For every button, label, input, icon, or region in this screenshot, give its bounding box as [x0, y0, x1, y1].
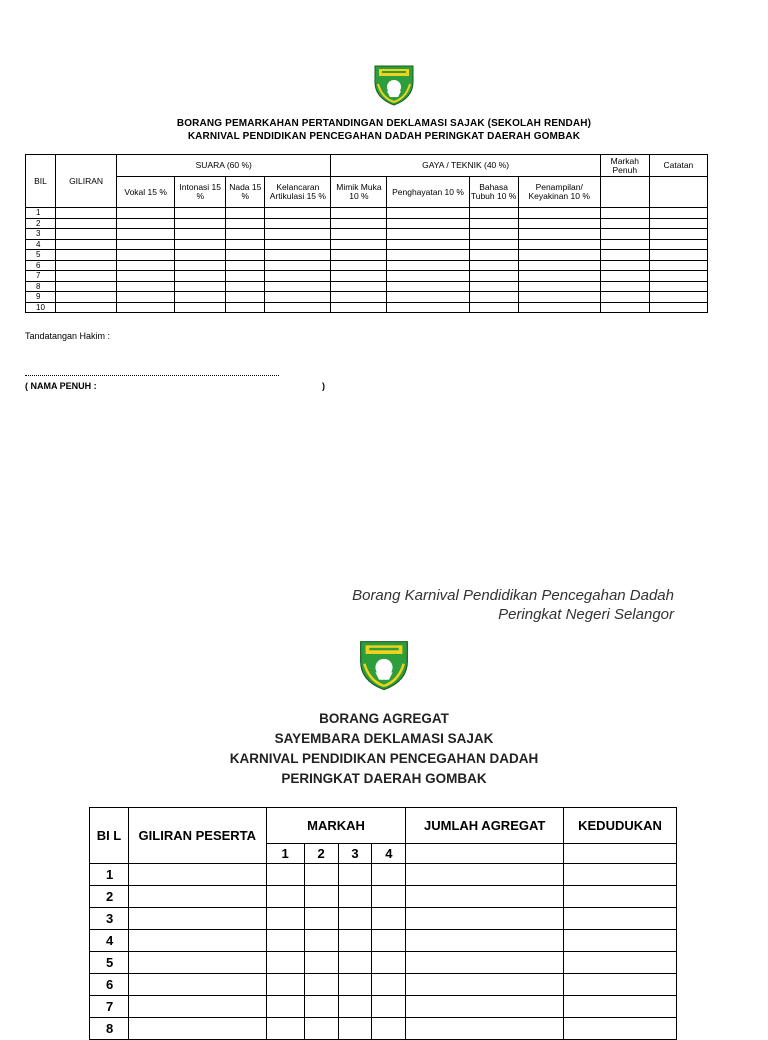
aggregate-cell[interactable]	[266, 974, 304, 996]
row-number: 4	[90, 930, 129, 952]
header-suara: SUARA (60 %)	[117, 155, 331, 177]
score-cell[interactable]	[175, 260, 226, 271]
row-number: 7	[26, 271, 56, 282]
table-row	[90, 974, 677, 996]
score-cell[interactable]	[600, 260, 649, 271]
aggregate-cell[interactable]	[266, 1018, 304, 1040]
score-cell[interactable]	[649, 208, 707, 219]
aggregate-cell[interactable]	[338, 1018, 372, 1040]
score-cell[interactable]	[469, 260, 518, 271]
aggregate-cell[interactable]	[564, 996, 677, 1018]
agg-header-jumlah: JUMLAH AGREGAT	[406, 808, 564, 844]
aggregate-cell[interactable]	[266, 996, 304, 1018]
table-row	[26, 218, 708, 229]
aggregate-cell[interactable]	[128, 864, 266, 886]
score-cell[interactable]	[56, 239, 117, 250]
score-cell[interactable]	[226, 281, 265, 292]
form2-title-line2: SAYEMBARA DEKLAMASI SAJAK	[274, 731, 494, 746]
score-cell[interactable]	[117, 292, 175, 303]
aggregate-cell[interactable]	[266, 908, 304, 930]
aggregate-cell[interactable]	[372, 908, 406, 930]
aggregate-cell[interactable]	[564, 974, 677, 996]
table-row	[90, 908, 677, 930]
agg-header-kedudukan: KEDUDUKAN	[564, 808, 677, 844]
score-cell[interactable]	[649, 239, 707, 250]
score-cell[interactable]	[331, 271, 387, 282]
header-gaya: GAYA / TEKNIK (40 %)	[331, 155, 600, 177]
aggregate-cell[interactable]	[406, 886, 564, 908]
aggregate-cell[interactable]	[564, 864, 677, 886]
score-cell[interactable]	[175, 208, 226, 219]
score-cell[interactable]	[175, 218, 226, 229]
agg-jumlah-blank	[406, 844, 564, 864]
form2-title-line4: PERINGKAT DAERAH GOMBAK	[281, 771, 487, 786]
score-cell[interactable]	[56, 271, 117, 282]
aggregate-cell[interactable]	[564, 886, 677, 908]
score-cell[interactable]	[117, 250, 175, 261]
aggregate-cell[interactable]	[304, 886, 338, 908]
score-cell[interactable]	[226, 292, 265, 303]
table-row	[90, 864, 677, 886]
score-cell[interactable]	[600, 229, 649, 240]
aggregate-cell[interactable]	[304, 1018, 338, 1040]
score-cell[interactable]	[600, 302, 649, 313]
score-cell[interactable]	[518, 281, 600, 292]
score-cell[interactable]	[265, 218, 331, 229]
header-markah-blank	[600, 177, 649, 208]
score-cell[interactable]	[175, 229, 226, 240]
aggregate-cell[interactable]	[372, 952, 406, 974]
score-cell[interactable]	[600, 239, 649, 250]
score-cell[interactable]	[265, 208, 331, 219]
row-number: 1	[90, 864, 129, 886]
aggregate-cell[interactable]	[128, 886, 266, 908]
score-cell[interactable]	[600, 292, 649, 303]
score-cell[interactable]	[175, 292, 226, 303]
aggregate-cell[interactable]	[128, 952, 266, 974]
score-cell[interactable]	[387, 302, 469, 313]
aggregate-cell[interactable]	[128, 908, 266, 930]
aggregate-cell[interactable]	[564, 908, 677, 930]
aggregate-cell[interactable]	[372, 996, 406, 1018]
score-cell[interactable]	[518, 208, 600, 219]
aggregate-cell[interactable]	[338, 952, 372, 974]
row-number: 8	[26, 281, 56, 292]
row-number: 2	[90, 886, 129, 908]
agg-kedudukan-blank	[564, 844, 677, 864]
agg-header-bil: BI L	[90, 808, 129, 864]
form2-title	[0, 709, 768, 789]
score-cell[interactable]	[265, 250, 331, 261]
aggregate-cell[interactable]	[338, 974, 372, 996]
score-cell[interactable]	[226, 302, 265, 313]
aggregate-cell[interactable]	[266, 930, 304, 952]
table-row	[26, 271, 708, 282]
score-cell[interactable]	[600, 281, 649, 292]
score-cell[interactable]	[226, 271, 265, 282]
score-cell[interactable]	[175, 239, 226, 250]
score-cell[interactable]	[175, 281, 226, 292]
agg-markah-col-4: 4	[372, 844, 406, 864]
header-nada: Nada 15 %	[226, 177, 265, 208]
score-cell[interactable]	[518, 239, 600, 250]
score-cell[interactable]	[469, 292, 518, 303]
header-markah-penuh: Markah Penuh	[600, 155, 649, 177]
header-bil: BIL	[26, 155, 56, 208]
aggregate-cell[interactable]	[406, 952, 564, 974]
row-number: 5	[26, 250, 56, 261]
aggregate-cell[interactable]	[372, 864, 406, 886]
score-cell[interactable]	[518, 218, 600, 229]
table-row	[26, 208, 708, 219]
score-cell[interactable]	[117, 239, 175, 250]
score-cell[interactable]	[265, 229, 331, 240]
agg-header-giliran: GILIRAN PESERTA	[128, 808, 266, 864]
score-cell[interactable]	[649, 218, 707, 229]
score-cell[interactable]	[265, 292, 331, 303]
score-cell[interactable]	[175, 250, 226, 261]
score-cell[interactable]	[265, 271, 331, 282]
score-cell[interactable]	[56, 229, 117, 240]
score-cell[interactable]	[265, 239, 331, 250]
table-row	[26, 281, 708, 292]
form2-header-line1: Borang Karnival Pendidikan Pencegahan Dadah	[352, 587, 674, 604]
header-penghayatan: Penghayatan 10 %	[387, 177, 469, 208]
score-cell[interactable]	[117, 208, 175, 219]
scoring-table	[25, 154, 708, 313]
aggregate-cell[interactable]	[406, 864, 564, 886]
agg-markah-col-1: 1	[266, 844, 304, 864]
aggregate-cell[interactable]	[266, 952, 304, 974]
aggregate-cell[interactable]	[564, 930, 677, 952]
score-cell[interactable]	[387, 271, 469, 282]
aggregate-cell[interactable]	[406, 908, 564, 930]
score-cell[interactable]	[649, 281, 707, 292]
table-row	[26, 239, 708, 250]
row-number: 3	[90, 908, 129, 930]
aggregate-cell[interactable]	[304, 952, 338, 974]
score-cell[interactable]	[387, 250, 469, 261]
score-cell[interactable]	[331, 208, 387, 219]
signature-line	[25, 368, 279, 376]
score-cell[interactable]	[518, 250, 600, 261]
header-giliran: GILIRAN	[56, 155, 117, 208]
form1-title	[0, 117, 768, 143]
row-number: 3	[26, 229, 56, 240]
aggregate-cell[interactable]	[406, 996, 564, 1018]
score-cell[interactable]	[117, 218, 175, 229]
score-cell[interactable]	[387, 229, 469, 240]
score-cell[interactable]	[226, 229, 265, 240]
header-bahasa: Bahasa Tubuh 10 %	[469, 177, 518, 208]
score-cell[interactable]	[518, 260, 600, 271]
score-cell[interactable]	[469, 271, 518, 282]
score-cell[interactable]	[117, 281, 175, 292]
table-row	[26, 229, 708, 240]
score-cell[interactable]	[331, 239, 387, 250]
score-cell[interactable]	[226, 218, 265, 229]
table-row	[26, 250, 708, 261]
aggregate-cell[interactable]	[304, 864, 338, 886]
row-number: 7	[90, 996, 129, 1018]
score-cell[interactable]	[469, 218, 518, 229]
score-cell[interactable]	[56, 302, 117, 313]
score-cell[interactable]	[387, 218, 469, 229]
row-number: 6	[26, 260, 56, 271]
aggregate-cell[interactable]	[338, 886, 372, 908]
table-row	[90, 1018, 677, 1040]
header-kelancaran: Kelancaran Artikulasi 15 %	[265, 177, 331, 208]
table-row	[26, 260, 708, 271]
score-cell[interactable]	[265, 260, 331, 271]
score-cell[interactable]	[226, 208, 265, 219]
score-cell[interactable]	[56, 292, 117, 303]
score-cell[interactable]	[649, 250, 707, 261]
score-cell[interactable]	[331, 229, 387, 240]
score-cell[interactable]	[56, 218, 117, 229]
score-cell[interactable]	[56, 260, 117, 271]
form2-header-line2: Peringkat Negeri Selangor	[498, 606, 674, 623]
score-cell[interactable]	[469, 229, 518, 240]
aggregate-cell[interactable]	[372, 886, 406, 908]
score-cell[interactable]	[469, 250, 518, 261]
aggregate-cell[interactable]	[406, 930, 564, 952]
score-cell[interactable]	[649, 302, 707, 313]
aggregate-cell[interactable]	[128, 974, 266, 996]
score-cell[interactable]	[387, 260, 469, 271]
score-cell[interactable]	[469, 208, 518, 219]
form2-header	[352, 586, 674, 624]
score-cell[interactable]	[469, 281, 518, 292]
score-cell[interactable]	[649, 292, 707, 303]
header-intonasi: Intonasi 15 %	[175, 177, 226, 208]
score-cell[interactable]	[175, 302, 226, 313]
aggregate-cell[interactable]	[372, 1018, 406, 1040]
score-cell[interactable]	[226, 250, 265, 261]
school-crest-icon	[357, 638, 411, 692]
aggregate-cell[interactable]	[266, 864, 304, 886]
score-cell[interactable]	[518, 271, 600, 282]
aggregate-cell[interactable]	[338, 996, 372, 1018]
aggregate-cell[interactable]	[128, 930, 266, 952]
score-cell[interactable]	[226, 260, 265, 271]
table-row	[90, 930, 677, 952]
agg-markah-col-2: 2	[304, 844, 338, 864]
score-cell[interactable]	[600, 271, 649, 282]
aggregate-cell[interactable]	[128, 1018, 266, 1040]
row-number: 10	[26, 302, 56, 313]
aggregate-cell[interactable]	[266, 886, 304, 908]
score-cell[interactable]	[56, 281, 117, 292]
form2-title-line1: BORANG AGREGAT	[319, 711, 449, 726]
aggregate-cell[interactable]	[338, 930, 372, 952]
score-cell[interactable]	[469, 239, 518, 250]
agg-header-markah: MARKAH	[266, 808, 406, 844]
score-cell[interactable]	[265, 281, 331, 292]
row-number: 2	[26, 218, 56, 229]
score-cell[interactable]	[331, 218, 387, 229]
table-row	[26, 302, 708, 313]
score-cell[interactable]	[518, 229, 600, 240]
table-row	[26, 292, 708, 303]
row-number: 5	[90, 952, 129, 974]
score-cell[interactable]	[331, 292, 387, 303]
aggregate-cell[interactable]	[406, 1018, 564, 1040]
score-cell[interactable]	[175, 271, 226, 282]
header-penampilan: Penampilan/ Keyakinan 10 %	[518, 177, 600, 208]
score-cell[interactable]	[649, 271, 707, 282]
score-cell[interactable]	[117, 302, 175, 313]
form1-title-line1: BORANG PEMARKAHAN PERTANDINGAN DEKLAMASI SAJAK (SEKOLAH RENDAH)	[176, 118, 592, 129]
score-cell[interactable]	[387, 239, 469, 250]
score-cell[interactable]	[649, 260, 707, 271]
aggregate-cell[interactable]	[304, 996, 338, 1018]
score-cell[interactable]	[117, 229, 175, 240]
row-number: 9	[26, 292, 56, 303]
score-cell[interactable]	[518, 302, 600, 313]
aggregate-cell[interactable]	[304, 974, 338, 996]
aggregate-table	[89, 807, 677, 1040]
agg-markah-col-3: 3	[338, 844, 372, 864]
form2-title-line3: KARNIVAL PENDIDIKAN PENCEGAHAN DADAH	[229, 751, 539, 766]
score-cell[interactable]	[600, 218, 649, 229]
score-cell[interactable]	[331, 250, 387, 261]
table-row	[90, 952, 677, 974]
school-crest-icon	[372, 64, 416, 106]
aggregate-cell[interactable]	[128, 996, 266, 1018]
score-cell[interactable]	[387, 281, 469, 292]
table-row	[90, 996, 677, 1018]
score-cell[interactable]	[600, 250, 649, 261]
score-cell[interactable]	[331, 260, 387, 271]
header-catatan: Catatan	[649, 155, 707, 177]
aggregate-cell[interactable]	[406, 974, 564, 996]
header-catatan-blank	[649, 177, 707, 208]
aggregate-cell[interactable]	[564, 1018, 677, 1040]
score-cell[interactable]	[469, 302, 518, 313]
header-mimik: Mimik Muka 10 %	[331, 177, 387, 208]
aggregate-cell[interactable]	[338, 864, 372, 886]
score-cell[interactable]	[518, 292, 600, 303]
row-number: 4	[26, 239, 56, 250]
aggregate-cell[interactable]	[372, 974, 406, 996]
name-label: ( NAMA PENUH :	[25, 381, 97, 391]
score-cell[interactable]	[387, 208, 469, 219]
form1-title-line2: KARNIVAL PENDIDIKAN PENCEGAHAN DADAH PERINGKAT DAERAH GOMBAK	[187, 131, 581, 142]
table-row	[90, 886, 677, 908]
score-cell[interactable]	[117, 260, 175, 271]
score-cell[interactable]	[387, 292, 469, 303]
signature-label: Tandatangan Hakim :	[25, 331, 111, 341]
score-cell[interactable]	[331, 302, 387, 313]
score-cell[interactable]	[265, 302, 331, 313]
score-cell[interactable]	[649, 229, 707, 240]
aggregate-cell[interactable]	[564, 952, 677, 974]
row-number: 8	[90, 1018, 129, 1040]
score-cell[interactable]	[56, 250, 117, 261]
row-number: 6	[90, 974, 129, 996]
aggregate-cell[interactable]	[304, 908, 338, 930]
score-cell[interactable]	[226, 239, 265, 250]
score-cell[interactable]	[56, 208, 117, 219]
score-cell[interactable]	[600, 208, 649, 219]
aggregate-cell[interactable]	[372, 930, 406, 952]
name-close: )	[322, 381, 325, 391]
row-number: 1	[26, 208, 56, 219]
score-cell[interactable]	[117, 271, 175, 282]
score-cell[interactable]	[331, 281, 387, 292]
header-vokal: Vokal 15 %	[117, 177, 175, 208]
aggregate-cell[interactable]	[338, 908, 372, 930]
aggregate-cell[interactable]	[304, 930, 338, 952]
